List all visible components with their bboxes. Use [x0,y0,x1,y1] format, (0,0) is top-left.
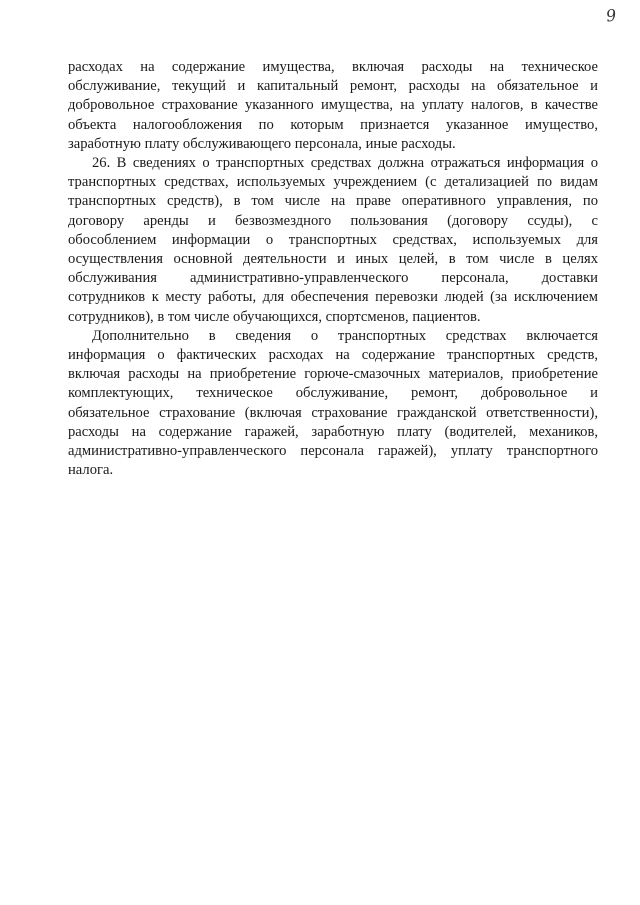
text-line: транспортных средствах, используемых учреждением (с детализацией по видам [68,174,598,191]
text-line: договору аренды и безвозмездного пользования (договору ссуды), с [68,212,598,229]
document-body [68,58,598,480]
text-line: сотрудников), в том числе обучающихся, спортсменов, пациентов. [68,308,481,325]
text-line: объекта налогообложения по которым признается указанное имущество, [68,116,598,133]
text-line: налога. [68,462,114,479]
text-line: Дополнительно в сведения о транспортных средствах включается [92,327,598,344]
text-line: обязательное страхование (включая страхование гражданской ответственности), [68,404,598,421]
text-line: обособлением информации о транспортных средствах, используемых для [68,231,598,248]
text-line: заработную плату обслуживающего персонала, иные расходы. [68,135,456,152]
text-line: расходах на содержание имущества, включая расходы на техническое [68,59,598,75]
text-line: 26. В сведениях о транспортных средствах должна отражаться информация о [92,155,598,172]
text-line: сотрудников к месту работы, для обеспечения перевозки людей (за исключением [68,289,598,306]
paragraph [68,58,598,154]
text-line: административно-управленческого персонала гаражей), уплату транспортного [68,443,598,460]
text-line: обслуживание, текущий и капитальный ремонт, расходы на обязательное и [68,78,598,95]
text-line: информация о фактических расходах на содержание транспортных средств, [68,347,598,364]
text-line: расходы на содержание гаражей, заработную плату (водителей, механиков, [68,423,598,440]
text-line: комплектующих, техническое обслуживание, ремонт, добровольное и [68,385,598,402]
text-line: включая расходы на приобретение горюче-смазочных материалов, приобретение [68,366,598,383]
text-line: обслуживания административно-управленческого персонала, доставки [68,270,598,287]
text-line: осуществления основной деятельности и иных целей, в том числе в целях [68,251,598,268]
page-number: 9 [604,5,618,26]
paragraph [68,327,598,481]
text-line: транспортных средств), в том числе на праве оперативного управления, по [68,193,598,210]
text-line: добровольное страхование указанного имущества, на уплату налогов, в качестве [68,97,598,114]
paragraph [68,154,598,327]
